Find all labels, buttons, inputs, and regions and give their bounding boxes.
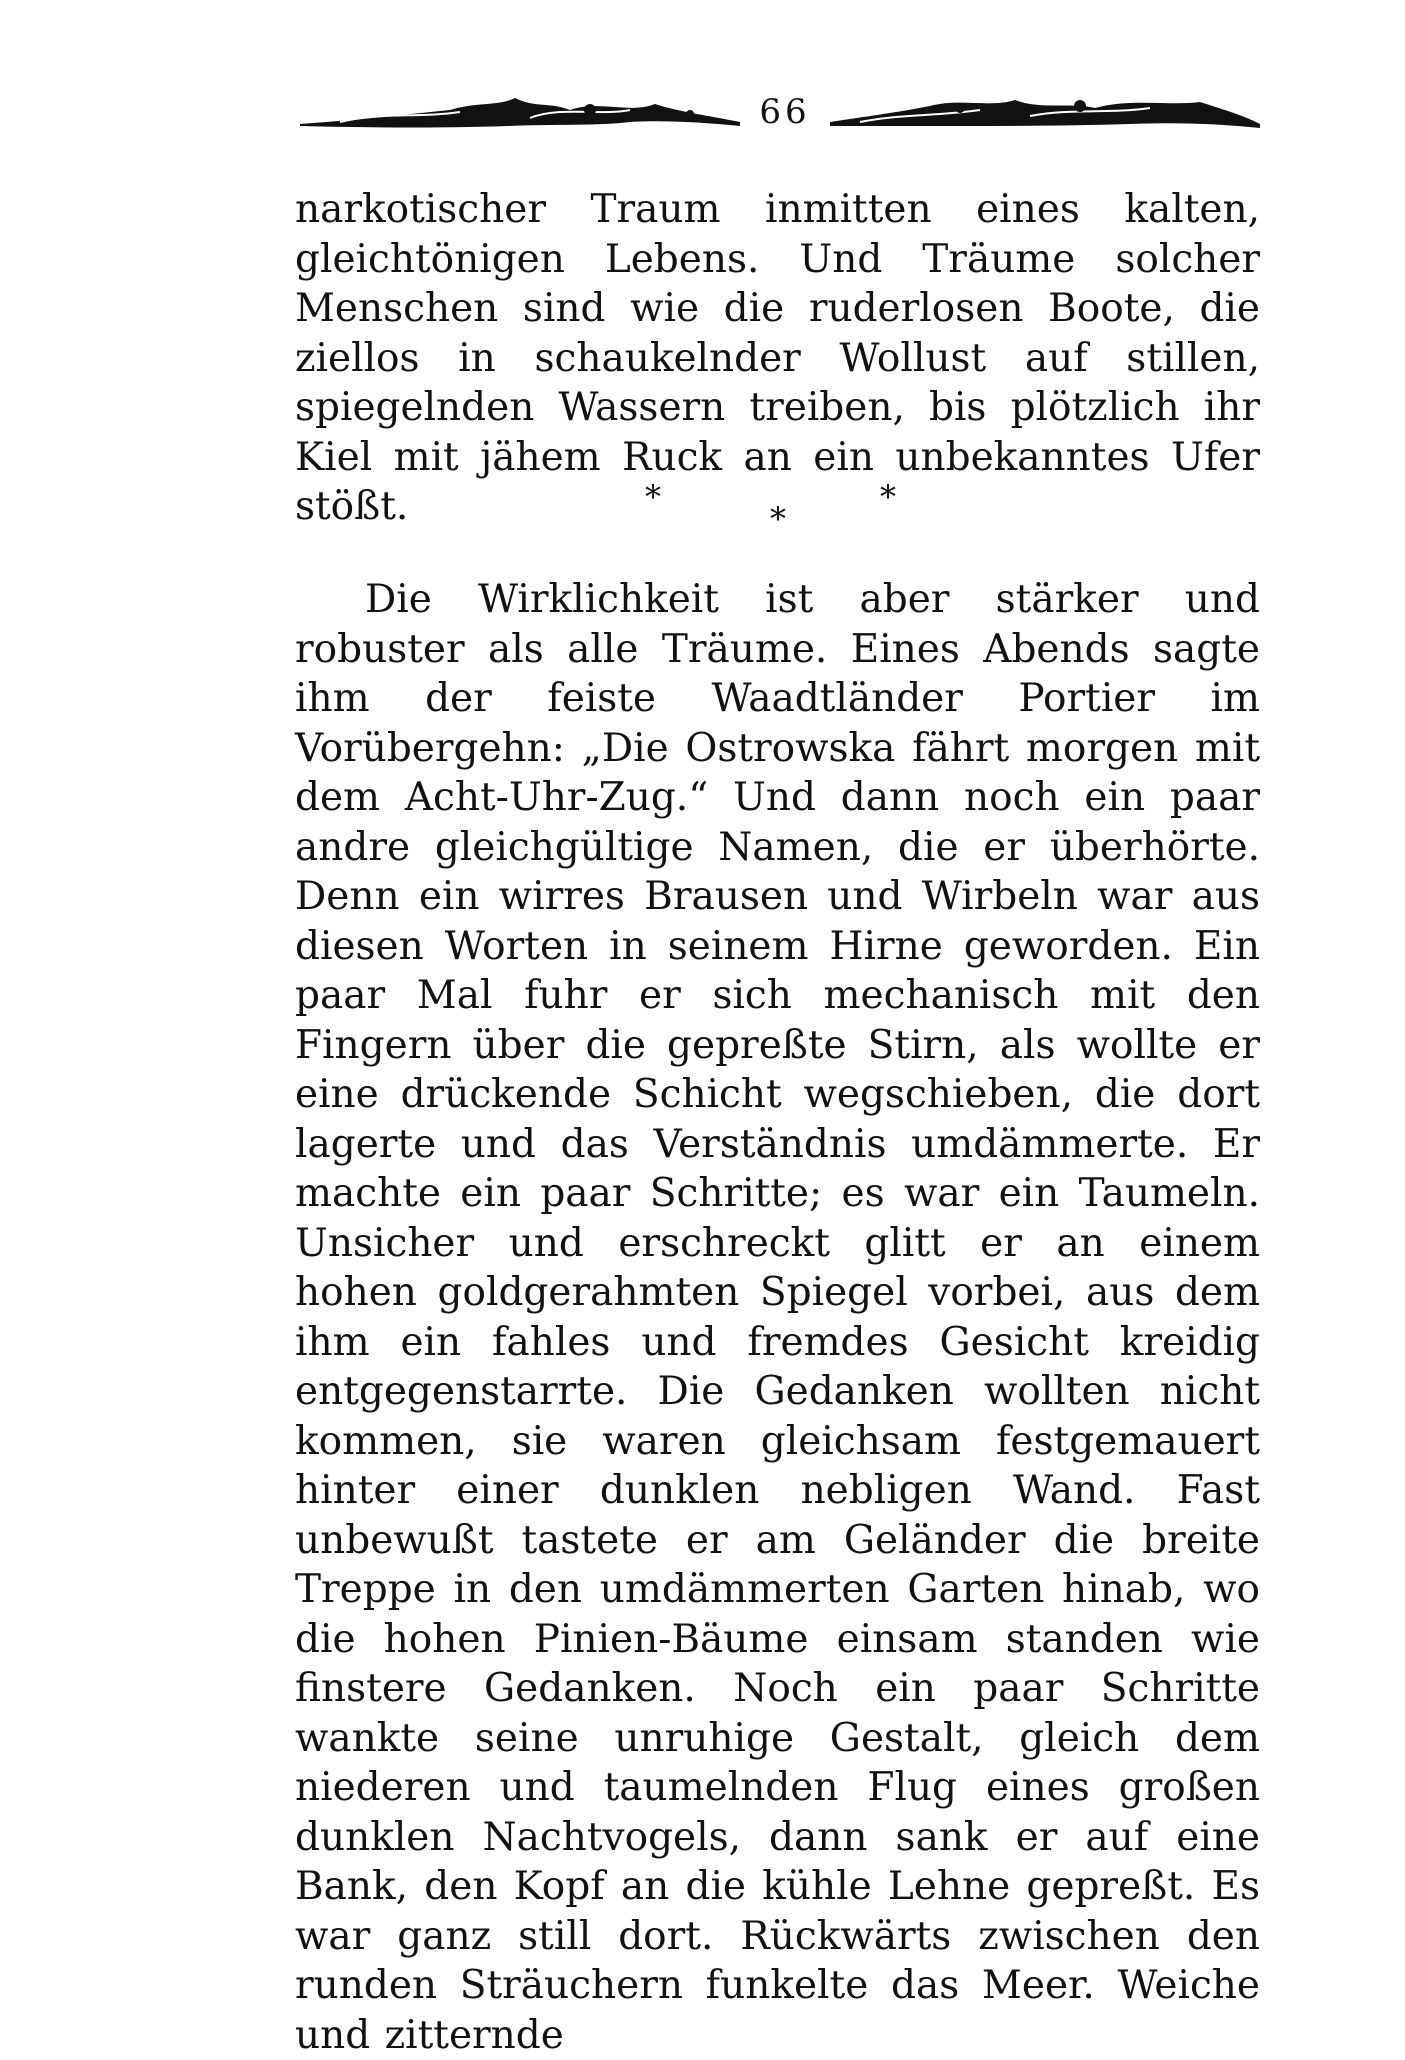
section-separator — [630, 478, 920, 548]
separator-star: * — [880, 478, 896, 516]
separator-star: * — [645, 478, 661, 516]
ornament-left-icon — [300, 92, 740, 136]
page-header — [300, 86, 1260, 146]
paragraph-2: Die Wirklichkeit ist aber stärker und robuster als alle Träume. Eines Abends sagte ihm der feiste Waadtländer Portier im Vorübergehn: „Die Ostrowska fährt morgen mit dem Acht-Uhr-Zug.“ Und dann noch ein paar andre gleichgültige Namen, die er überhörte. Denn ein wirres Brausen und Wirbeln war aus diesen Worten in seinem Hirne geworden. Ein paar Mal fuhr er sich mechanisch mit den Fingern über die gepreßte Stirn, als wollte er eine drückende Schicht wegschieben, die dort lagerte und das Verständnis umdämmerte. Er machte ein paar Schritte; es war ein Taumeln. Unsicher und erschreckt glitt er an einem hohen goldgerahmten Spiegel vorbei, aus dem ihm ein fahles und fremdes Gesicht kreidig entgegenstarrte. Die Gedanken wollten nicht kommen, sie waren gleichsam festgemauert hinter einer dunklen nebligen Wand. Fast unbewußt tastete er am Geländer die breite Treppe in den umdämmerten Garten hinab, wo die hohen Pinien-Bäume einsam standen wie finstere Gedanken. Noch ein paar Schritte wankte seine unruhige Gestalt, gleich dem niederen und taumelnden Flug eines großen dunklen Nachtvogels, dann sank er auf eine Bank, den Kopf an die kühle Lehne gepreßt. Es war ganz still dort. Rückwärts zwischen den runden Sträuchern funkelte das Meer. Weiche und zitternde — [295, 577, 1260, 2058]
separator-star: * — [770, 500, 786, 538]
paragraph-1: narkotischer Traum inmitten eines kalten, gleichtönigen Lebens. Und Träume solcher Menschen sind wie die ruderlosen Boote, die ziellos in schaukelnder Wollust auf stillen, spiegelnden Wassern treiben, bis plötzlich ihr Kiel mit jähem Ruck an ein unbekanntes Ufer stößt. — [295, 187, 1260, 529]
ornament-right-icon — [830, 92, 1260, 136]
page-number: 66 — [759, 92, 811, 132]
